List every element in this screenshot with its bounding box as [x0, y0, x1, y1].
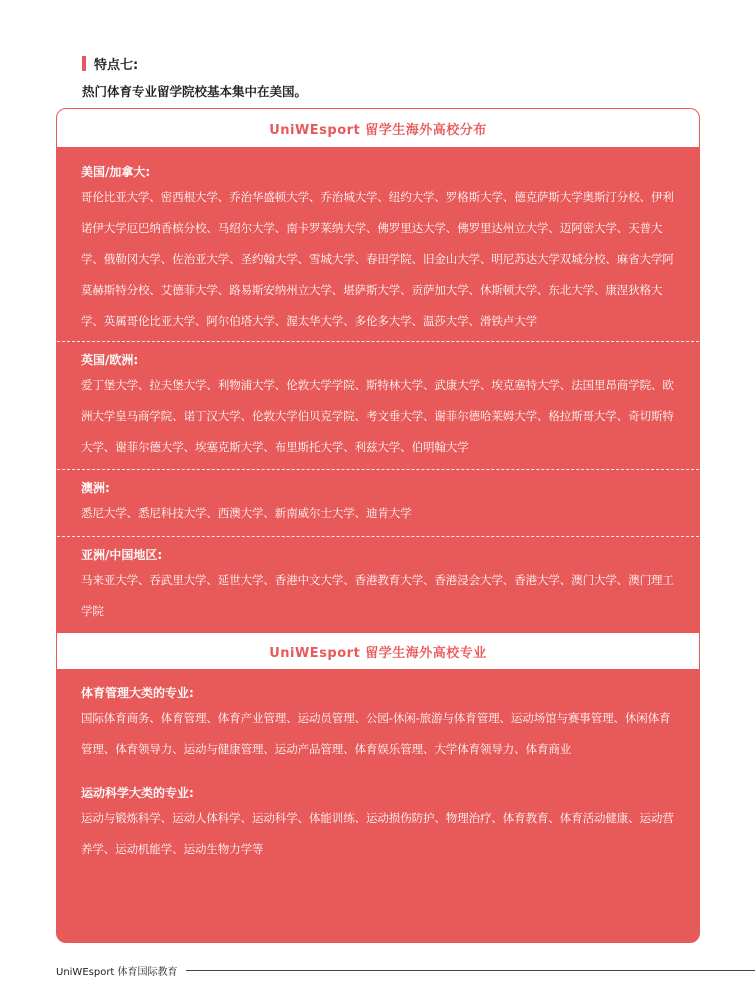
region-universities: 哥伦比亚大学、密西根大学、乔治华盛顿大学、乔治城大学、纽约大学、罗格斯大学、德克萨斯大学奥斯汀分校、伊利诺伊大学厄巴纳香槟分校、马绍尔大学、南卡罗莱纳大学、佛罗里达大学、佛罗里达州立大学、迈阿密大学、天普大学、俄勒冈大学、佐治亚大学、圣约翰大学、雪城大学、春田学院、旧金山大学、明尼苏达大学双城分校、麻省大学阿莫赫斯特分校、艾德菲大学、路易斯安纳州立大学、堪萨斯大学、贡萨加大学、休斯顿大学、东北大学、康涅狄格大学、英属哥伦比亚大学、阿尔伯塔大学、渥太华大学、多伦多大学、温莎大学、滑铁卢大学: [81, 190, 674, 328]
major-category-title: 运动科学大类的专业:: [81, 786, 194, 800]
majors-sport-management: [57, 669, 699, 769]
region-title: 澳洲:: [81, 481, 110, 495]
majors-header: UniWEsport 留学生海外高校专业: [57, 633, 699, 669]
region-us-canada: [57, 147, 699, 341]
major-list: 运动与锻炼科学、运动人体科学、运动科学、体能训练、运动损伤防护、物理治疗、体育教育、体育活动健康、运动营养学、运动机能学、运动生物力学等: [81, 811, 674, 856]
dashed-divider: [57, 536, 699, 537]
distribution-header: UniWEsport 留学生海外高校分布: [57, 109, 699, 147]
section-subheading: 热门体育专业留学院校基本集中在美国。: [82, 84, 308, 99]
heading-accent-bar: [82, 56, 86, 71]
region-title: 美国/加拿大:: [81, 165, 151, 179]
footer-rule: [186, 970, 755, 971]
region-title: 英国/欧洲:: [81, 353, 139, 367]
universities-panel: [56, 108, 700, 943]
major-category-title: 体育管理大类的专业:: [81, 686, 194, 700]
page-footer: [56, 963, 755, 978]
majors-sport-science: [57, 769, 699, 865]
region-uk-europe: [57, 342, 699, 469]
dashed-divider: [57, 469, 699, 470]
dashed-divider: [57, 341, 699, 342]
region-title: 亚洲/中国地区:: [81, 548, 163, 562]
region-universities: 马来亚大学、吞武里大学、延世大学、香港中文大学、香港教育大学、香港浸会大学、香港大学、澳门大学、澳门理工学院: [81, 573, 674, 618]
major-list: 国际体育商务、体育管理、体育产业管理、运动员管理、公园-休闲-旅游与体育管理、运动场馆与赛事管理、休闲体育管理、体育领导力、运动与健康管理、运动产品管理、体育娱乐管理、大学体育领导力、体育商业: [81, 711, 671, 756]
region-australia: [57, 470, 699, 536]
section-heading: [82, 54, 138, 73]
footer-brand: UniWEsport 体育国际教育: [56, 967, 178, 978]
heading-text: 特点七:: [94, 58, 139, 73]
region-universities: 悉尼大学、悉尼科技大学、西澳大学、新南威尔士大学、迪肯大学: [81, 506, 412, 520]
region-universities: 爱丁堡大学、拉夫堡大学、利物浦大学、伦敦大学学院、斯特林大学、武康大学、埃克塞特大学、法国里昂商学院、欧洲大学皇马商学院、诺丁汉大学、伦敦大学伯贝克学院、考文垂大学、谢菲尔德哈莱姆大学、格拉斯哥大学、奇切斯特大学、谢菲尔德大学、埃塞克斯大学、布里斯托大学、利兹大学、伯明翰大学: [81, 378, 674, 454]
region-asia-china: [57, 537, 699, 633]
